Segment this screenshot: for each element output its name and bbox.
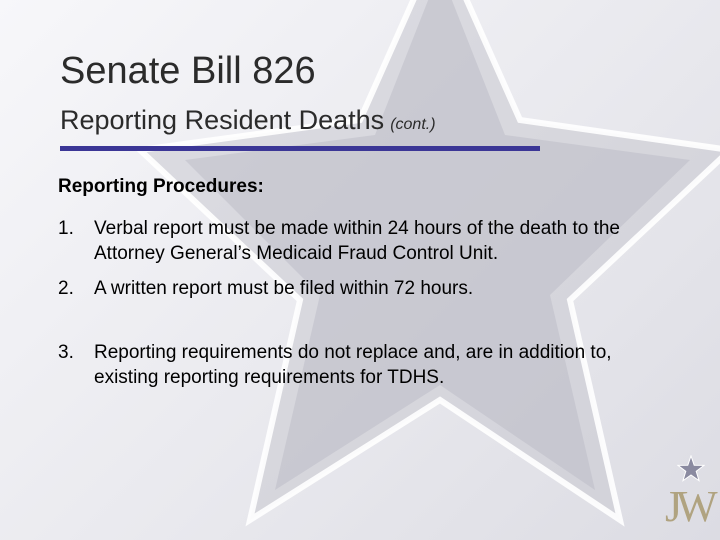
subtitle-suffix: (cont.) [390,116,436,133]
list-item [58,276,678,301]
list-item-text: Reporting requirements do not replace and, are in addition to, existing reporting requirements for TDHS. [94,342,612,388]
slide-subtitle [60,105,436,136]
title-divider [60,146,540,151]
section-heading: Reporting Procedures: [58,176,264,197]
list-item [58,216,678,266]
star-icon [677,455,705,483]
list-item-number: 3. [58,342,74,363]
procedure-list [58,216,678,390]
subtitle-text: Reporting Resident Deaths [60,105,385,135]
list-item-number: 1. [58,218,74,239]
logo [665,455,720,540]
list-item [58,340,678,390]
list-item-text: Verbal report must be made within 24 hours of the death to the Attorney General’s Medicaid Fraud Control Unit. [94,218,620,264]
list-item-number: 2. [58,278,74,299]
slide-title: Senate Bill 826 [60,50,316,92]
logo-monogram: JW [665,482,712,531]
list-item-text: A written report must be filed within 72 hours. [94,278,474,299]
